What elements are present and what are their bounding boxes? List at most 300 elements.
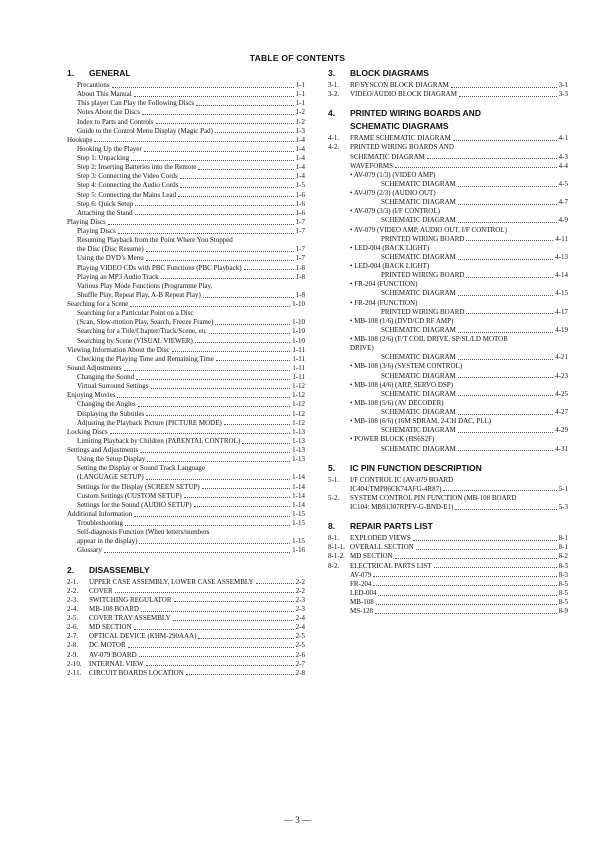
toc-entry[interactable] <box>328 408 568 417</box>
dot-leader <box>172 351 291 352</box>
page-ref: 2-4 <box>295 623 305 632</box>
entry-title: LED-004 <box>350 588 377 597</box>
entry-title: Settings for the Display (SCREEN SETUP) <box>77 482 200 491</box>
toc-entry[interactable] <box>67 254 305 263</box>
toc-entry[interactable] <box>67 108 305 117</box>
page-ref: 1-15 <box>292 519 305 527</box>
dot-leader <box>94 141 293 142</box>
toc-entry[interactable] <box>328 235 568 244</box>
toc-entry[interactable] <box>67 346 305 355</box>
toc-entry[interactable] <box>328 171 568 180</box>
dot-leader <box>458 204 557 205</box>
entry-title: RF/SYSCON BLOCK DIAGRAM <box>350 81 449 89</box>
toc-entry[interactable] <box>67 428 305 437</box>
section-title: PRINTED WIRING BOARDS AND <box>350 108 481 119</box>
dot-leader <box>395 167 557 168</box>
entry-number: 2-10. <box>67 659 82 668</box>
entry-title: IC404:TMP86CK74AFG-4R87) <box>350 484 442 493</box>
page-ref: 1-7 <box>295 245 305 254</box>
toc-entry[interactable] <box>328 381 568 390</box>
dot-leader <box>146 665 294 666</box>
page-ref: 1-7 <box>295 227 305 235</box>
entry-title: the Disc (Disc Resume) <box>77 245 144 254</box>
toc-entry[interactable] <box>328 344 568 353</box>
page-ref: 4-27 <box>555 408 568 416</box>
page-ref: 4-15 <box>555 289 568 298</box>
toc-entry[interactable] <box>328 253 568 262</box>
entry-title: Index to Parts and Controls <box>77 117 154 126</box>
toc-entry[interactable] <box>67 145 305 154</box>
page-ref: 1-13 <box>292 427 305 436</box>
entry-title: Searching for a Title/Chapter/Track/Scene, etc <box>77 327 207 336</box>
page-ref: 8-3 <box>558 570 568 579</box>
page-ref: 1-13 <box>292 455 305 464</box>
entry-title: About This Manual <box>77 90 132 99</box>
page-ref: 1-11 <box>292 363 305 372</box>
toc-entry[interactable] <box>328 543 568 552</box>
toc-entry[interactable] <box>328 317 568 326</box>
section-title: DISASSEMBLY <box>89 564 150 575</box>
toc-entry[interactable] <box>67 245 305 254</box>
toc-entry[interactable] <box>328 216 568 225</box>
toc-entry[interactable] <box>328 180 568 189</box>
dot-leader <box>458 332 553 333</box>
page-ref: 2-3 <box>295 604 305 613</box>
toc-entry[interactable] <box>328 280 568 289</box>
dot-leader <box>215 324 290 325</box>
entry-title: Guide to the Control Menu Display (Magic Pad) <box>77 126 213 135</box>
dot-leader <box>146 479 290 480</box>
toc-entry[interactable] <box>67 483 305 492</box>
toc-entry[interactable] <box>328 207 568 216</box>
dot-leader <box>451 87 557 88</box>
dot-leader <box>466 277 553 278</box>
toc-entry[interactable] <box>328 308 568 317</box>
toc-entry[interactable] <box>67 473 305 482</box>
toc-entry[interactable] <box>328 326 568 335</box>
dot-leader <box>135 205 293 206</box>
toc-entry[interactable] <box>67 660 305 669</box>
toc-entry[interactable] <box>328 485 568 494</box>
entry-title: Searching for a Scene <box>67 300 129 308</box>
page-ref: 5-1 <box>558 484 568 493</box>
toc-entry[interactable] <box>328 289 568 298</box>
toc-entry[interactable] <box>328 153 568 162</box>
entry-title: SWITCHING REGULATOR <box>89 595 172 604</box>
toc-entry[interactable] <box>67 614 305 623</box>
toc-entry[interactable] <box>328 562 568 571</box>
toc-entry[interactable] <box>67 318 305 327</box>
toc-entry[interactable] <box>67 154 305 163</box>
toc-entry[interactable] <box>328 299 568 308</box>
entry-title: Various Play Mode Functions (Programme Play, <box>77 281 213 290</box>
toc-entry[interactable] <box>67 546 305 555</box>
entry-title: SCHEMATIC DIAGRAM <box>381 408 456 416</box>
entry-title: SCHEMATIC DIAGRAM <box>381 371 456 380</box>
entry-title: Displaying the Subtitles <box>77 409 145 418</box>
entry-title: Enjoying Movies <box>67 391 116 400</box>
section-number: 2. <box>67 564 75 575</box>
section-title: REPAIR PARTS LIST <box>350 521 433 532</box>
entry-title: MD SECTION <box>89 623 132 632</box>
toc-entry[interactable] <box>328 445 568 454</box>
page-ref: 4-1 <box>558 134 568 143</box>
dot-leader <box>466 240 553 241</box>
toc-entry[interactable] <box>67 578 305 587</box>
page-ref: 8-3 <box>558 561 568 570</box>
entry-title: MD SECTION <box>350 552 393 561</box>
toc-entry[interactable] <box>328 534 568 543</box>
page-ref: 8-5 <box>558 588 568 597</box>
toc-entry[interactable] <box>67 127 305 136</box>
entry-title: OPTICAL DEVICE (KHM-290AAA) <box>89 632 197 641</box>
dot-leader <box>147 461 290 462</box>
entry-title: Using the DVD’s Menu <box>77 254 144 263</box>
toc-entry[interactable] <box>67 218 305 227</box>
entry-number: 8-1-1. <box>328 543 345 552</box>
toc-entry[interactable] <box>67 273 305 282</box>
toc-entry[interactable] <box>67 200 305 209</box>
entry-number: 5-1. <box>328 475 340 484</box>
page-ref: 4-19 <box>555 325 568 334</box>
page-ref: 1-14 <box>292 482 305 491</box>
toc-entry[interactable] <box>328 580 568 589</box>
toc-entry[interactable] <box>67 209 305 218</box>
page-ref: 1-10 <box>292 327 305 336</box>
entry-title: INTERNAL VIEW <box>89 659 144 668</box>
dot-leader <box>139 656 294 657</box>
toc-entry[interactable] <box>67 300 305 309</box>
toc-entry[interactable] <box>67 191 305 200</box>
dot-leader <box>395 558 557 559</box>
dot-leader <box>373 576 556 577</box>
entry-number: 2-11. <box>67 668 82 677</box>
toc-entry[interactable] <box>328 494 568 503</box>
toc-entry[interactable] <box>328 189 568 198</box>
entry-title: Playing an MP3 Audio Track <box>77 272 159 281</box>
entry-title: • MB-108 (5/6) (AV DECODER) <box>350 398 444 407</box>
entry-title: SCHEMATIC DIAGRAM <box>381 426 456 435</box>
entry-title: VIDEO/AUDIO BLOCK DIAGRAM <box>350 90 457 99</box>
toc-column-right <box>328 68 568 625</box>
toc-entry[interactable] <box>67 651 305 660</box>
toc-entry[interactable] <box>328 476 568 485</box>
page-ref: 4-13 <box>555 252 568 261</box>
dot-leader <box>458 295 553 296</box>
entry-title: DC MOTOR <box>89 641 126 650</box>
entry-title: MB-108 <box>350 598 374 606</box>
toc-entry[interactable] <box>328 435 568 444</box>
dot-leader <box>198 169 293 170</box>
toc-entry[interactable] <box>67 309 305 318</box>
toc-entry[interactable] <box>328 226 568 235</box>
toc-entry[interactable] <box>328 335 568 344</box>
toc-entry[interactable] <box>67 537 305 546</box>
entry-title: Settings and Adjustments <box>67 446 139 454</box>
page-ref: 8-1 <box>558 543 568 552</box>
dot-leader <box>140 452 290 453</box>
toc-entry[interactable] <box>67 410 305 419</box>
page-ref: 3-3 <box>558 90 568 99</box>
entry-title: • FR-204 (FUNCTION) <box>350 298 418 307</box>
dot-leader <box>139 543 290 544</box>
entry-title: ELECTRICAL PARTS LIST <box>350 561 432 570</box>
toc-section <box>67 68 305 556</box>
dot-leader <box>427 158 557 159</box>
section-heading <box>67 565 305 576</box>
page-ref: 2-7 <box>295 659 305 668</box>
dot-leader <box>178 196 294 197</box>
dot-leader <box>458 186 557 187</box>
entry-number: 2-5. <box>67 614 79 622</box>
toc-entry[interactable] <box>328 244 568 253</box>
entry-title: (Scan, Slow-motion Play, Search, Freeze Frame) <box>77 318 214 327</box>
toc-entry[interactable] <box>67 163 305 172</box>
toc-section <box>328 108 568 453</box>
toc-entry[interactable] <box>67 282 305 291</box>
dot-leader <box>202 488 290 489</box>
dot-leader <box>130 306 290 307</box>
toc-entry[interactable] <box>328 362 568 371</box>
page-ref: 1-1 <box>295 81 305 89</box>
dot-leader <box>131 160 294 161</box>
toc-entry[interactable] <box>328 598 568 607</box>
toc-entry[interactable] <box>328 81 568 90</box>
toc-entry[interactable] <box>67 501 305 510</box>
dot-leader <box>186 674 294 675</box>
page-ref: 8-2 <box>558 552 568 561</box>
dot-leader <box>156 123 294 124</box>
page-ref: 4-14 <box>555 271 568 280</box>
entry-title: DRIVE) <box>350 344 374 353</box>
entry-title: I/F CONTROL IC (AV-079 BOARD <box>350 475 454 484</box>
page-ref: 4-7 <box>558 198 568 207</box>
entry-number: 2-3. <box>67 595 79 604</box>
dot-leader <box>134 629 294 630</box>
dot-leader <box>458 222 557 223</box>
entry-title: Using the Setup Display <box>77 455 146 464</box>
entry-title: Notes About the Discs <box>77 108 140 117</box>
page-ref: 1-2 <box>295 117 305 126</box>
toc-entry[interactable] <box>67 99 305 108</box>
toc-entry[interactable] <box>328 607 568 616</box>
toc-entry[interactable] <box>67 264 305 273</box>
toc-section <box>328 463 568 513</box>
toc-entry[interactable] <box>328 262 568 271</box>
entry-title: This player Can Play the Following Discs <box>77 99 195 108</box>
toc-entry[interactable] <box>328 353 568 362</box>
page-ref: 1-11 <box>292 354 305 363</box>
dot-leader <box>104 552 290 553</box>
section-title: BLOCK DIAGRAMS <box>350 68 429 78</box>
dot-leader <box>203 297 294 298</box>
toc-entry[interactable] <box>67 373 305 382</box>
toc-entry[interactable] <box>67 492 305 501</box>
entry-title: Playing Discs <box>77 227 116 235</box>
page-ref: 4-25 <box>555 389 568 398</box>
toc-entry[interactable] <box>328 198 568 207</box>
section-number: 1. <box>67 68 75 78</box>
entry-title: Additional Information <box>67 509 133 518</box>
entry-number: 8-1-2. <box>328 552 345 561</box>
entry-title: Checking the Playing Time and Remaining Time <box>77 354 214 363</box>
entry-title: Setting the Display or Sound Track Language <box>77 464 205 473</box>
toc-entry[interactable] <box>67 181 305 190</box>
entry-title: Changing the Sound <box>77 373 135 381</box>
toc-entry[interactable] <box>328 552 568 561</box>
toc-entry[interactable] <box>328 426 568 435</box>
toc-entry[interactable] <box>328 417 568 426</box>
toc-entry[interactable] <box>67 587 305 596</box>
page-ref: 2-2 <box>295 577 305 586</box>
entry-title: Adjusting the Playback Picture (PICTURE MODE) <box>77 418 222 427</box>
page-ref: 4-3 <box>558 152 568 161</box>
page-ref: 1-7 <box>295 254 305 263</box>
entry-title: SCHEMATIC DIAGRAM <box>381 179 456 188</box>
toc-entry[interactable] <box>328 571 568 580</box>
entry-number: 2-6. <box>67 623 79 632</box>
toc-entry[interactable] <box>67 364 305 373</box>
entry-title: Attaching the Stand <box>77 208 133 217</box>
entry-title: Changing the Angles <box>77 400 136 409</box>
dot-leader <box>459 96 557 97</box>
dot-leader <box>242 443 290 444</box>
page-ref: 1-13 <box>292 436 305 445</box>
toc-entry[interactable] <box>328 271 568 280</box>
section-heading <box>67 68 305 79</box>
page-ref: 1-12 <box>292 409 305 418</box>
page-ref: 1-12 <box>292 400 305 409</box>
entry-number: 2-8. <box>67 641 79 650</box>
toc-entry[interactable] <box>67 446 305 455</box>
toc-entry[interactable] <box>67 464 305 473</box>
page-ref: 2-6 <box>295 650 305 659</box>
toc-entry[interactable] <box>67 136 305 145</box>
toc-entry[interactable] <box>67 236 305 245</box>
toc-entry[interactable] <box>67 419 305 428</box>
entry-number: 8-2. <box>328 561 340 570</box>
toc-entry[interactable] <box>67 355 305 364</box>
entry-title: Step 5: Connecting the Mains Lead <box>77 190 176 199</box>
toc-entry[interactable] <box>67 596 305 605</box>
entry-title: Custom Settings (CUSTOM SETUP) <box>77 491 182 500</box>
toc-entry[interactable] <box>328 390 568 399</box>
toc-entry[interactable] <box>67 382 305 391</box>
toc-entry[interactable] <box>67 510 305 519</box>
page-ref: 1-6 <box>295 199 305 208</box>
dot-leader <box>174 601 294 602</box>
dot-leader <box>161 278 294 279</box>
toc-entry[interactable] <box>328 162 568 171</box>
toc-entry[interactable] <box>67 291 305 300</box>
page-ref: 2-4 <box>295 614 305 622</box>
page-ref: 1-5 <box>295 181 305 190</box>
toc-entry[interactable] <box>67 118 305 127</box>
page-ref: 2-8 <box>295 668 305 677</box>
entry-title: • FR-204 (FUNCTION) <box>350 280 418 289</box>
entry-title: COVER TRAY ASSEMBLY <box>89 614 171 622</box>
toc-entry[interactable] <box>67 172 305 181</box>
toc-entry[interactable] <box>67 528 305 537</box>
toc-entry[interactable] <box>67 519 305 528</box>
dot-leader <box>115 592 294 593</box>
entry-title: IC104: MB91307RPFV-G-BND-E1) <box>350 503 454 511</box>
toc-entry[interactable] <box>67 227 305 236</box>
entry-title: SCHEMATIC DIAGRAM <box>381 198 456 207</box>
page-ref: 1-4 <box>295 154 305 162</box>
toc-column-left <box>67 68 305 687</box>
entry-title: Troubleshooting <box>77 519 124 527</box>
toc-entry[interactable] <box>67 391 305 400</box>
toc-entry[interactable] <box>328 589 568 598</box>
dot-leader <box>142 114 294 115</box>
toc-entry[interactable] <box>67 623 305 632</box>
toc-entry[interactable] <box>67 337 305 346</box>
section-heading <box>328 521 568 532</box>
entry-number: 2-9. <box>67 650 79 659</box>
dot-leader <box>455 509 556 510</box>
dot-leader <box>378 595 556 596</box>
entry-title: EXPLODED VIEWS <box>350 534 411 543</box>
toc-entry[interactable] <box>328 399 568 408</box>
page-ref: 3-1 <box>558 81 568 89</box>
page-ref: 1-14 <box>292 500 305 509</box>
dot-leader <box>458 259 553 260</box>
dot-leader <box>144 151 294 152</box>
toc-entry[interactable] <box>328 143 568 152</box>
page-ref: 1-6 <box>295 208 305 217</box>
entry-title: Limiting Playback by Children (PARENTAL CONTROL) <box>77 436 241 445</box>
entry-title: (LANGUAGE SETUP) <box>77 473 144 482</box>
entry-title: • AV-079 (1/3) (VIDEO AMP) <box>350 170 436 179</box>
entry-title: • MB-108 (3/6) (SYSTEM CONTROL) <box>350 362 463 371</box>
entry-title: Settings for the Sound (AUDIO SETUP) <box>77 500 192 509</box>
page-ref: 8-1 <box>558 534 568 543</box>
toc-entry[interactable] <box>328 372 568 381</box>
entry-title: Step 1: Unpacking <box>77 154 130 162</box>
toc-entry[interactable] <box>67 81 305 90</box>
toc-entry[interactable] <box>67 400 305 409</box>
section-number: 5. <box>328 462 336 473</box>
entry-title: UPPER CASE ASSEMBLY, LOWER CASE ASSEMBLY <box>89 577 254 586</box>
dot-leader <box>108 224 294 225</box>
section-number: 8. <box>328 521 336 532</box>
toc-entry[interactable] <box>67 632 305 641</box>
toc-entry[interactable] <box>67 437 305 446</box>
entry-title: • AV-079 (3/3) (I/F CONTROL) <box>350 207 440 216</box>
page-ref: 1-4 <box>295 135 305 144</box>
entry-title: Searching for a Particular Point on a Disc <box>77 309 194 318</box>
section-title: SCHEMATIC DIAGRAMS <box>350 121 449 132</box>
toc-entry[interactable] <box>67 605 305 614</box>
toc-entry[interactable] <box>67 327 305 336</box>
toc-entry[interactable] <box>67 641 305 650</box>
toc-entry[interactable] <box>67 455 305 464</box>
toc-entry[interactable] <box>328 90 568 99</box>
toc-entry[interactable] <box>67 669 305 678</box>
entry-title: Virtual Surround Settings <box>77 382 149 391</box>
toc-entry[interactable] <box>328 503 568 512</box>
entry-title: PRINTED WIRING BOARD <box>381 307 465 316</box>
page-ref: 1-10 <box>292 318 305 327</box>
toc-entry[interactable] <box>328 134 568 143</box>
dot-leader <box>198 638 293 639</box>
dot-leader <box>141 611 294 612</box>
toc-entry[interactable] <box>67 90 305 99</box>
page-ref: 1-16 <box>292 546 305 555</box>
dot-leader <box>128 647 294 648</box>
entry-number: 4-2. <box>328 143 340 152</box>
